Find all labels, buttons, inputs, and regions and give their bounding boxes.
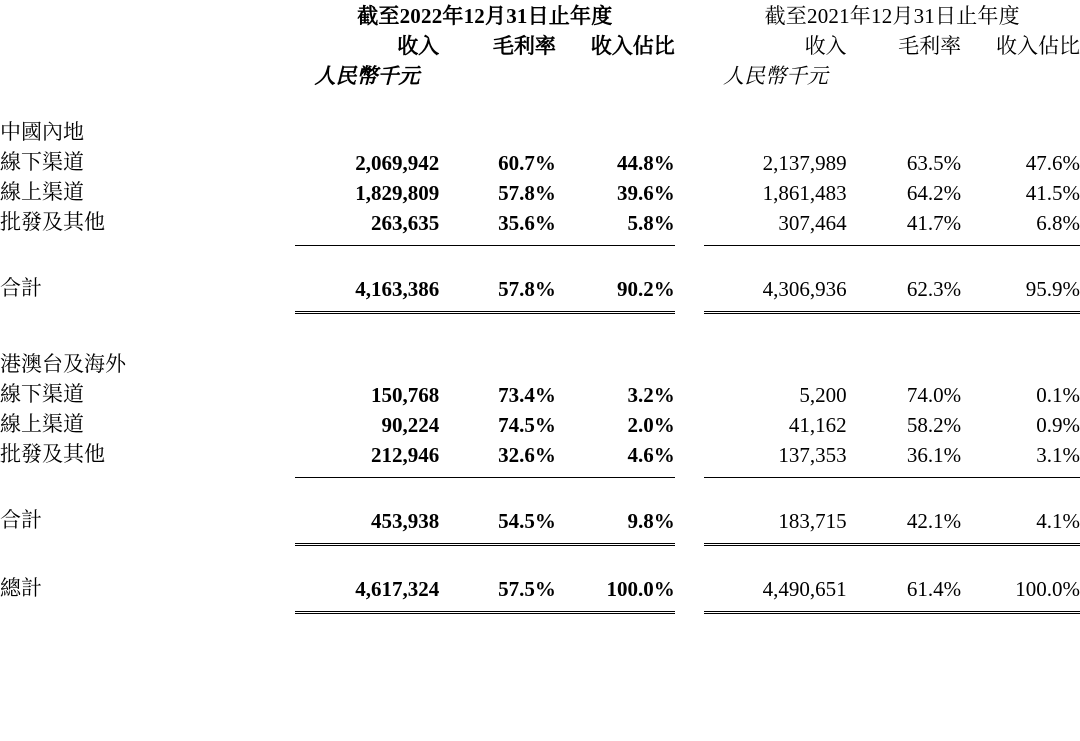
cell-2021-share: 3.1% [1036, 443, 1080, 467]
spacer [0, 236, 1080, 246]
spacer [0, 478, 1080, 504]
table-row [0, 206, 1080, 236]
cell-2022-revenue: 453,938 [370, 509, 440, 533]
cell-2021-share: 47.6% [1025, 151, 1080, 175]
cell-2021-margin: 42.1% [906, 509, 962, 533]
cell-2021-margin: 58.2% [906, 413, 962, 437]
section-title-row [0, 116, 1080, 146]
spacer [0, 314, 1080, 348]
cell-2022-share: 5.8% [627, 211, 675, 235]
section-title-row [0, 348, 1080, 378]
cell-2021-share: 0.1% [1036, 383, 1080, 407]
cell-2021-share: 0.9% [1036, 413, 1080, 437]
unit-2021: 人民幣千元 [722, 64, 828, 88]
cell-2021-revenue: 137,353 [778, 443, 847, 467]
table-header-columns [0, 30, 1080, 60]
table-row [0, 176, 1080, 206]
cell-2021-revenue: 41,162 [788, 413, 847, 437]
spacer [0, 90, 1080, 116]
spacer [0, 546, 1080, 572]
cell-2022-margin: 54.5% [498, 509, 556, 533]
cell-2022-margin: 35.6% [498, 211, 556, 235]
table-header-periods [0, 0, 1080, 30]
spacer [0, 534, 1080, 545]
header-period-2021: 截至2021年12月31日止年度 [764, 4, 1020, 28]
cell-2022-margin: 57.8% [498, 181, 556, 205]
cell-2022-revenue: 1,829,809 [355, 181, 440, 205]
cell-2022-share: 90.2% [616, 277, 675, 301]
row-label-mainland-online: 線上渠道 [0, 180, 84, 204]
cell-2022-share: 2.0% [627, 413, 675, 437]
grand-total-double-rule [0, 613, 1080, 615]
cell-2021-revenue: 307,464 [778, 211, 847, 235]
section-title-overseas: 港澳台及海外 [0, 352, 126, 376]
cell-2022-revenue: 4,617,324 [355, 577, 440, 601]
spacer [0, 302, 1080, 313]
table-row-grand-total [0, 572, 1080, 602]
spacer [0, 246, 1080, 272]
table-row [0, 438, 1080, 468]
cell-2021-revenue: 5,200 [799, 383, 847, 407]
unit-2022-blank-1 [439, 60, 556, 90]
header-units-blank [0, 60, 295, 90]
cell-2022-share: 9.8% [627, 509, 675, 533]
row-label-mainland-offline: 線下渠道 [0, 150, 84, 174]
row-label-overseas-offline: 線下渠道 [0, 382, 84, 406]
cell-2021-revenue: 4,490,651 [762, 577, 847, 601]
header-2021-gross-margin: 毛利率 [898, 34, 962, 58]
header-2021-revenue: 收入 [804, 34, 847, 58]
table-row [0, 146, 1080, 176]
unit-2022-blank-2 [556, 60, 675, 90]
table-row [0, 408, 1080, 438]
header-period-2022: 截至2022年12月31日止年度 [357, 4, 613, 28]
cell-2021-share: 4.1% [1036, 509, 1080, 533]
header-gap [675, 0, 705, 30]
cell-2022-margin: 60.7% [498, 151, 556, 175]
header-corner-blank [0, 0, 295, 30]
table-row-total [0, 504, 1080, 534]
cell-2021-margin: 61.4% [906, 577, 962, 601]
cell-2021-margin: 36.1% [906, 443, 962, 467]
section-title-mainland: 中國內地 [0, 120, 84, 144]
unit-2021-blank-2 [961, 60, 1080, 90]
cell-2021-share: 41.5% [1025, 181, 1080, 205]
unit-2021-blank-1 [847, 60, 962, 90]
header-2021-revenue-share: 收入佔比 [996, 34, 1080, 58]
cell-2022-share: 100.0% [606, 577, 675, 601]
row-label-overseas-total: 合計 [0, 508, 42, 532]
cell-2021-revenue: 4,306,936 [762, 277, 847, 301]
row-label-mainland-total: 合計 [0, 276, 42, 300]
cell-2021-margin: 64.2% [906, 181, 962, 205]
cell-2022-margin: 73.4% [498, 383, 556, 407]
unit-2022: 人民幣千元 [314, 64, 420, 88]
cell-2021-margin: 74.0% [906, 383, 962, 407]
cell-2022-revenue: 212,946 [370, 443, 440, 467]
spacer [0, 602, 1080, 613]
cell-2022-share: 3.2% [627, 383, 675, 407]
header-2022-revenue-share: 收入佔比 [590, 34, 675, 58]
header-columns-blank [0, 30, 295, 60]
cell-2022-share: 39.6% [616, 181, 675, 205]
header-2022-revenue: 收入 [397, 34, 440, 58]
cell-2021-share: 6.8% [1036, 211, 1080, 235]
cell-2021-margin: 62.3% [906, 277, 962, 301]
table-header-units [0, 60, 1080, 90]
row-label-mainland-wholesale: 批發及其他 [0, 210, 105, 234]
header-columns-gap [675, 30, 705, 60]
cell-2022-revenue: 90,224 [381, 413, 440, 437]
cell-2022-share: 44.8% [616, 151, 675, 175]
header-2022-gross-margin: 毛利率 [492, 34, 556, 58]
cell-2022-margin: 57.5% [498, 577, 556, 601]
cell-2022-revenue: 2,069,942 [355, 151, 440, 175]
cell-2022-revenue: 150,768 [370, 383, 440, 407]
row-label-overseas-online: 線上渠道 [0, 412, 84, 436]
cell-2021-revenue: 2,137,989 [762, 151, 847, 175]
cell-2022-share: 4.6% [627, 443, 675, 467]
cell-2022-margin: 74.5% [498, 413, 556, 437]
cell-2021-revenue: 183,715 [778, 509, 847, 533]
row-label-overseas-wholesale: 批發及其他 [0, 442, 105, 466]
table-row [0, 378, 1080, 408]
cell-2021-margin: 41.7% [906, 211, 962, 235]
cell-2021-share: 95.9% [1025, 277, 1080, 301]
cell-2021-share: 100.0% [1015, 577, 1080, 601]
cell-2021-revenue: 1,861,483 [762, 181, 847, 205]
spacer [0, 468, 1080, 478]
cell-2022-revenue: 263,635 [370, 211, 440, 235]
cell-2022-revenue: 4,163,386 [355, 277, 440, 301]
row-label-grand-total: 總計 [0, 576, 42, 600]
cell-2022-margin: 57.8% [498, 277, 556, 301]
header-units-gap [675, 60, 705, 90]
cell-2022-margin: 32.6% [498, 443, 556, 467]
cell-2021-margin: 63.5% [906, 151, 962, 175]
table-row-total [0, 272, 1080, 302]
